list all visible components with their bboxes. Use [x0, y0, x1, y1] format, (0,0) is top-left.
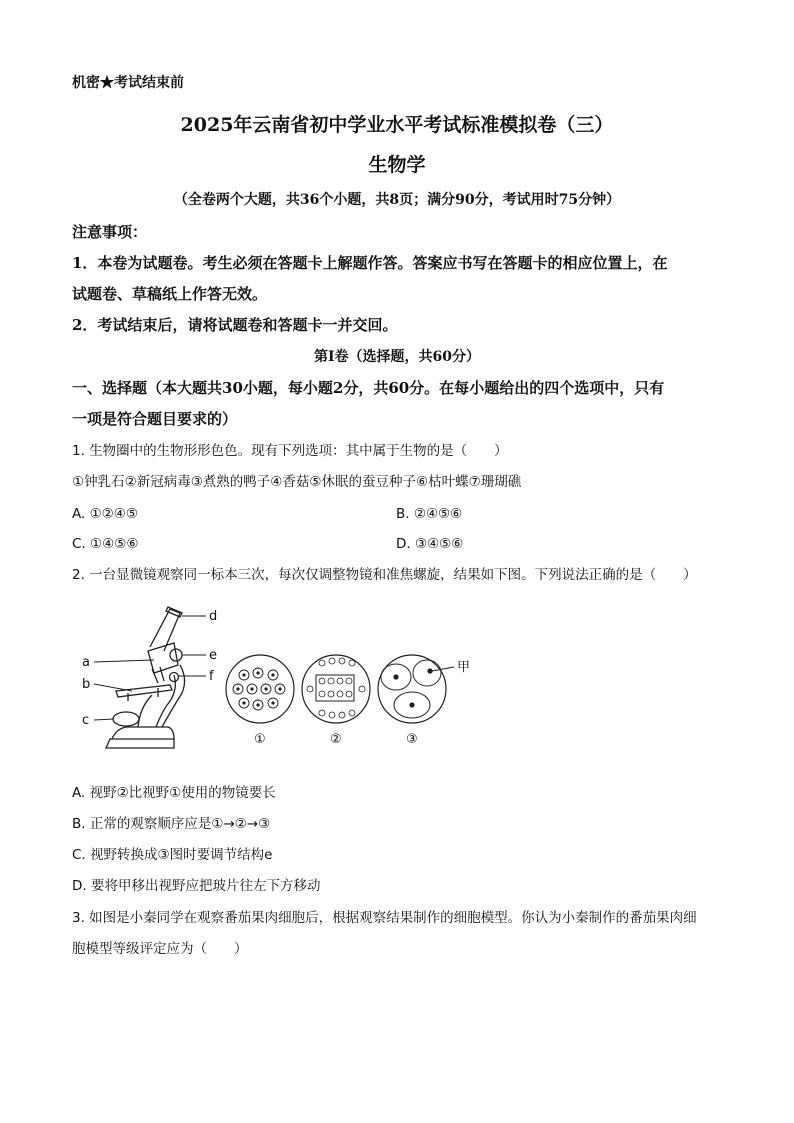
view-3-label: ③: [406, 732, 418, 747]
label-e: e: [209, 648, 217, 663]
microscope-figure: [78, 605, 478, 755]
label-b: b: [82, 677, 91, 692]
notes-heading: 注意事项：: [72, 223, 148, 241]
jia-pointer: [432, 667, 454, 671]
microscope-base: [106, 739, 174, 748]
mirror: [113, 712, 139, 726]
label-jia: 甲: [457, 660, 471, 675]
notes-item-2: 2．考试结束后，请将试题卷和答题卡一并交回。: [72, 316, 398, 334]
view-1-label: ①: [254, 732, 266, 747]
page-title: 2025年云南省初中学业水平考试标准模拟卷（三）: [180, 114, 614, 136]
microscope-pillar-left: [138, 695, 152, 727]
question-2-option-d: D. 要将甲移出视野应把玻片往左下方移动: [72, 878, 321, 894]
question-3-stem-line-2: 胞模型等级评定应为（ ）: [72, 941, 248, 957]
view-2-label: ②: [330, 732, 342, 747]
label-f: f: [209, 669, 214, 684]
view-3: [378, 655, 454, 723]
view-2: [302, 655, 370, 723]
question-1-stem: 1. 生物圈中的生物形形色色。现有下列选项：其中属于生物的是（ ）: [72, 443, 508, 459]
section-heading-line-1: 一、选择题（本大题共30小题，每小题2分，共60分。在每小题给出的四个选项中，只有: [72, 379, 665, 397]
question-1-list: ①钟乳石②新冠病毒③煮熟的鸭子④香菇⑤休眠的蚕豆种子⑥枯叶蝶⑦珊瑚礁: [72, 474, 522, 490]
question-2-option-b: B. 正常的观察顺序应是①→②→③: [72, 816, 271, 832]
view-1: [226, 655, 294, 723]
microscope-base-top: [112, 727, 174, 739]
section-heading-line-2: 一项是符合题目要求的）: [72, 410, 238, 428]
microscope-drawing: [106, 607, 185, 748]
view-1-cells: [233, 668, 285, 710]
part-title: 第Ⅰ卷（选择题，共60分）: [313, 349, 481, 365]
notes-item-1-line-1: 1．本卷为试题卷。考生必须在答题卡上解题作答。答案应书写在答题卡的相应位置上，在: [72, 254, 668, 272]
question-1-option-d: D. ③④⑤⑥: [396, 536, 464, 552]
cell-jia: [428, 669, 432, 673]
question-2-option-a: A. 视野②比视野①使用的物镜要长: [72, 785, 276, 801]
question-1-option-a: A. ①②④⑤: [72, 506, 138, 522]
question-3-stem-line-1: 3. 如图是小秦同学在观察番茄果肉细胞后，根据观察结果制作的细胞模型。你认为小秦制作的番茄果肉细: [72, 910, 697, 926]
question-2-option-c: C. 视野转换成③图时要调节结构e: [72, 847, 273, 863]
exam-info: （全卷两个大题，共36个小题，共8页；满分90分，考试用时75分钟）: [173, 192, 621, 208]
notes-item-1-line-2: 试题卷、草稿纸上作答无效。: [72, 285, 268, 303]
label-lines: [94, 616, 206, 720]
confidential-mark: 机密★考试结束前: [72, 75, 184, 91]
label-c: c: [82, 713, 90, 728]
question-1-option-b: B. ②④⑤⑥: [396, 506, 463, 522]
question-1-option-c: C. ①④⑤⑥: [72, 536, 139, 552]
stage: [116, 685, 172, 697]
objective-lens: [152, 667, 164, 683]
nosepiece: [148, 643, 178, 673]
question-2-stem: 2. 一台显微镜观察同一标本三次，每次仅调整物镜和准焦螺旋，结果如下图。下列说法正确的是（ ）: [72, 567, 697, 583]
label-a: a: [82, 655, 90, 670]
label-d: d: [209, 609, 218, 624]
subject-title: 生物学: [368, 154, 426, 176]
